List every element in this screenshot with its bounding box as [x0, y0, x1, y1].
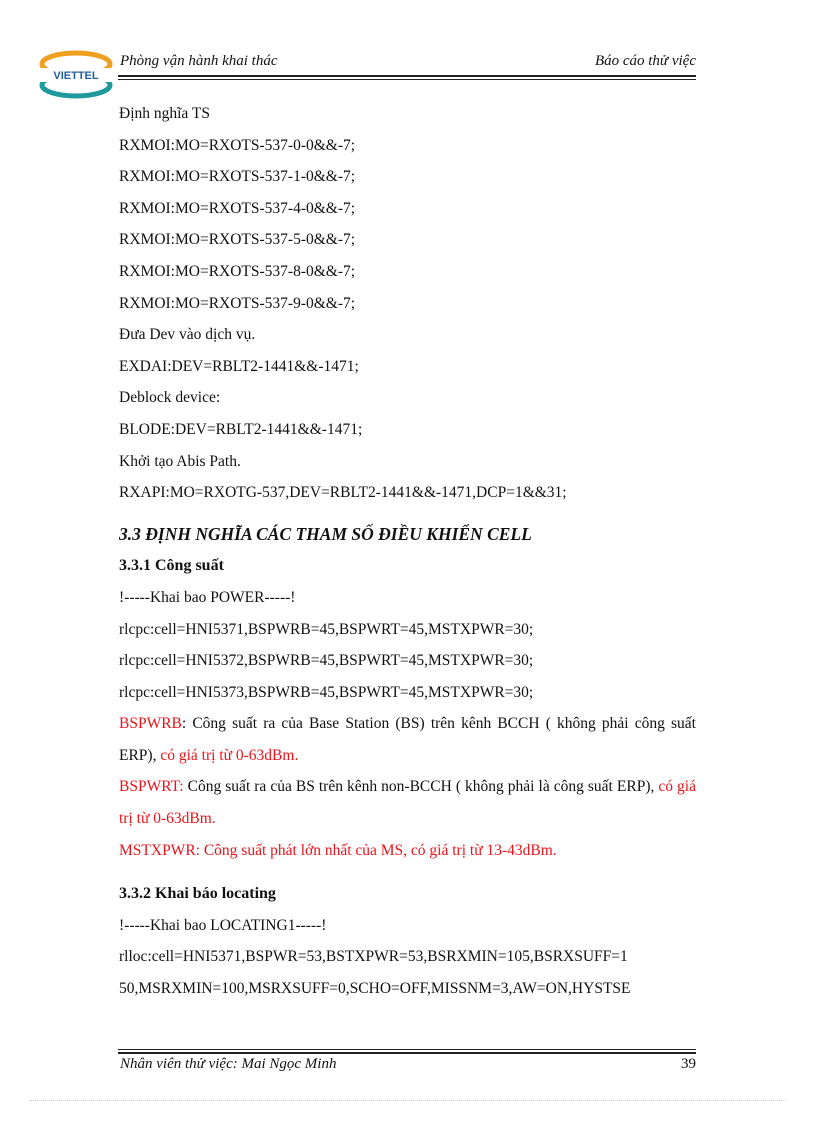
command-line: rlloc:cell=HNI5371,BSPWR=53,BSTXPWR=53,BSRXMIN=105,BSRXSUFF=1 [119, 948, 628, 966]
header-report-title: Báo cáo thử việc [594, 53, 696, 69]
command-line: RXMOI:MO=RXOTS-537-0-0&&-7; [119, 136, 356, 154]
command-line: RXMOI:MO=RXOTS-537-9-0&&-7; [119, 294, 356, 312]
bspwrt-term: BSPWRT: [119, 778, 184, 796]
comment-line: !-----Khai bao POWER-----! [119, 588, 296, 606]
command-line: RXMOI:MO=RXOTS-537-1-0&&-7; [119, 168, 356, 186]
command-line: rlcpc:cell=HNI5372,BSPWRB=45,BSPWRT=45,MSTXPWR=30; [119, 652, 534, 670]
command-line: rlcpc:cell=HNI5371,BSPWRB=45,BSPWRT=45,MSTXPWR=30; [119, 620, 534, 638]
footer-rule [118, 1052, 696, 1054]
bspwrt-definition [119, 771, 696, 834]
bspwrb-definition [119, 708, 696, 771]
bspwrt-range: có giá trị từ 0-63dBm. [119, 778, 696, 828]
header-rule-thin [118, 79, 696, 80]
page-number: 39 [681, 1056, 696, 1072]
bspwrt-description: Công suất ra của BS trên kênh non-BCCH ( không phải là công suất ERP), [183, 778, 659, 796]
command-line: EXDAI:DEV=RBLT2-1441&&-1471; [119, 357, 359, 375]
text-line: Đưa Dev vào dịch vụ. [119, 326, 256, 344]
header-rule [118, 75, 696, 77]
subsection-heading-locating: 3.3.2 Khai báo locating [119, 885, 276, 903]
spacer [119, 866, 696, 878]
command-line: rlcpc:cell=HNI5373,BSPWRB=45,BSPWRT=45,MSTXPWR=30; [119, 683, 534, 701]
bspwrb-description: : Công suất ra của Base Station (BS) trên kênh BCCH ( không phải công suất ERP), [119, 715, 696, 764]
page-edge-divider [30, 1100, 786, 1101]
footer-author: Nhân viên thử việc: Mai Ngọc Minh [120, 1056, 337, 1072]
subsection-heading-power: 3.3.1 Công suất [119, 557, 224, 575]
text-line: Deblock device: [119, 389, 221, 407]
command-line: RXMOI:MO=RXOTS-537-4-0&&-7; [119, 199, 356, 217]
svg-text:VIETTEL: VIETTEL [53, 70, 99, 82]
command-line: 50,MSRXMIN=100,MSRXSUFF=0,SCHO=OFF,MISSNM=3,AW=ON,HYSTSE [119, 980, 631, 998]
bspwrb-range: có giá trị từ 0-63dBm. [160, 746, 299, 764]
text-line: Khởi tạo Abis Path. [119, 452, 241, 470]
command-line: BLODE:DEV=RBLT2-1441&&-1471; [119, 420, 363, 438]
section-heading: 3.3 ĐỊNH NGHĨA CÁC THAM SỐ ĐIỀU KHIỂN CELL [119, 523, 532, 544]
footer-rule-thin [118, 1049, 696, 1050]
command-line: RXMOI:MO=RXOTS-537-5-0&&-7; [119, 231, 356, 249]
command-line: RXAPI:MO=RXOTG-537,DEV=RBLT2-1441&&-1471,DCP=1&&31; [119, 484, 567, 502]
comment-line: !-----Khai bao LOCATING1-----! [119, 916, 327, 934]
viettel-logo [36, 48, 116, 100]
page-body [119, 98, 696, 1005]
header-department: Phòng vận hành khai thác [120, 53, 278, 69]
text-line: Định nghĩa TS [119, 105, 210, 122]
bspwrb-term: BSPWRB [119, 715, 182, 733]
command-line: RXMOI:MO=RXOTS-537-8-0&&-7; [119, 262, 356, 280]
mstxpwr-definition: MSTXPWR: Công suất phát lớn nhất của MS, có giá trị từ 13-43dBm. [119, 841, 557, 859]
